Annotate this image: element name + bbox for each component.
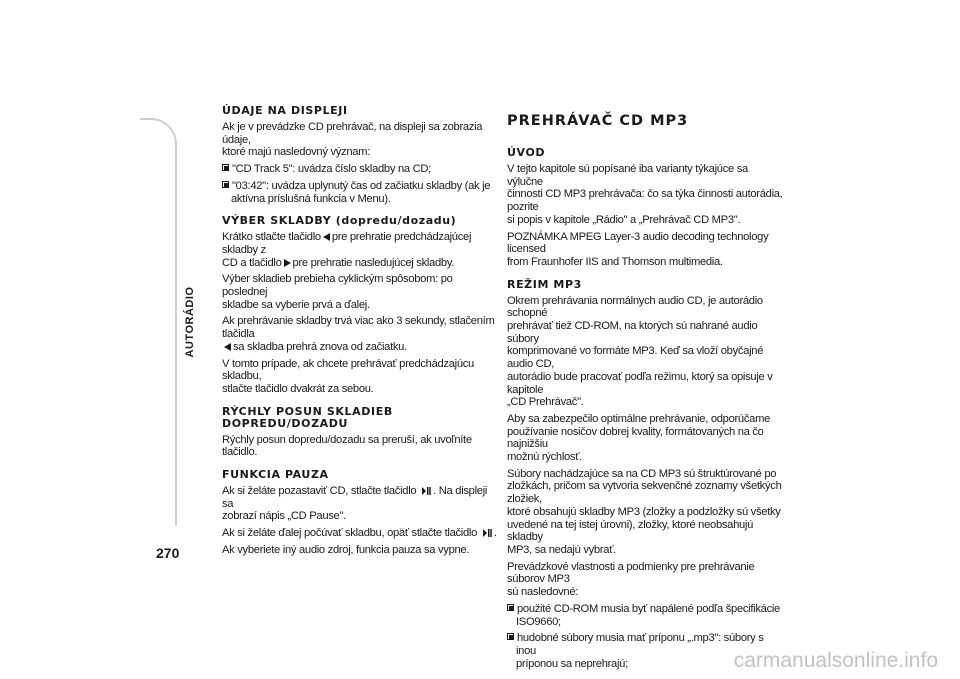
text-line: Súbory nachádzajúce sa na CD MP3 sú štruktúrované po xyxy=(507,467,777,480)
text-line: zložkách, pričom sa vytvoria sekvenčné zoznamy všetkých zložiek, xyxy=(507,480,782,506)
text-line: Ak si želáte ďalej počúvať skladbu, opäť stlačte tlačidlo xyxy=(222,527,478,540)
text-line: skladbe sa vyberie prvá a ďalej. xyxy=(222,298,370,311)
text-line: uvedené na tej istej úrovni), zložky, ktoré neobsahujú skladby xyxy=(507,518,754,544)
text-line: V tejto kapitole sú popísané iba varianty týkajúce sa výlučne xyxy=(507,163,748,188)
text-line: použité CD-ROM musia byť napálené podľa špecifikácie xyxy=(517,602,780,615)
text-line: pre prehratie predchádzajúcej skladby z xyxy=(222,231,472,256)
bullet-item xyxy=(222,180,497,205)
paragraph xyxy=(222,358,497,396)
text-line: Ak prehrávanie skladby trvá viac ako 3 sekundy, stlačením tlačidla xyxy=(222,315,495,341)
text-line: prehrávať tiež CD-ROM, na ktorých sú nahrané audio súbory xyxy=(507,320,758,345)
text-line: ktoré majú nasledovný význam: xyxy=(222,146,370,159)
bullet-box-icon xyxy=(507,604,514,611)
heading-fast-seek xyxy=(222,406,497,430)
text-line: Ak je v prevádzke CD prehrávač, na displeji sa zobrazia údaje, xyxy=(222,121,483,146)
text-line: CD a tlačidlo xyxy=(222,256,282,269)
heading-cd-mp3-player: PREHRÁVAČ CD MP3 xyxy=(507,113,689,129)
text-line: sa skladba prehrá znova od začiatku. xyxy=(233,340,407,353)
text-line: aktívna príslušná funkcia v Menu). xyxy=(231,192,391,205)
text-line: príponou sa neprehrajú; xyxy=(516,657,628,670)
text-line: „CD Prehrávač". xyxy=(507,396,584,409)
left-column xyxy=(222,105,497,561)
text-line: Aby sa zabezpečilo optimálne prehrávanie, odporúčame xyxy=(507,412,771,425)
text-line: komprimované vo formáte MP3. Keď sa vloží obyčajné audio CD, xyxy=(507,345,764,371)
bullet-item xyxy=(507,603,785,628)
paragraph xyxy=(222,315,497,353)
text-line: autorádio bude pracovať podľa režimu, ktorý sa opisuje v kapitole xyxy=(507,370,773,396)
paragraph xyxy=(507,413,785,464)
text-line: hudobné súbory musia mať príponu „.mp3": súbory s inou xyxy=(516,632,764,657)
bullet-box-icon xyxy=(222,164,229,171)
heading-display-data: ÚDAJE NA DISPLEJI xyxy=(222,104,348,117)
text-line: "03:42": uvádza uplynutý čas od začiatku skladby (ak je xyxy=(232,179,491,192)
paragraph: Rýchly posun dopredu/dozadu sa preruší, ak uvoľníte tlačidlo. xyxy=(222,433,472,459)
heading-pause: FUNKCIA PAUZA xyxy=(222,468,329,482)
text-line: Ak si želáte pozastaviť CD, stlačte tlačidlo xyxy=(222,485,417,498)
text-line: POZNÁMKA MPEG Layer-3 audio decoding technology licensed xyxy=(507,230,769,256)
text-line: Okrem prehrávania normálnych audio CD, je autorádio schopné xyxy=(507,294,763,320)
heading-line: RÝCHLY POSUN SKLADIEB xyxy=(222,404,393,418)
text-line: pre prehratie nasledujúcej skladby. xyxy=(292,256,455,269)
text-line: ISO9660; xyxy=(516,615,561,628)
text-line: ktoré obsahujú skladby MP3 (zložky a podzložky sú všetky xyxy=(507,505,781,518)
next-arrow-icon xyxy=(284,259,291,267)
play-pause-icon xyxy=(482,528,492,538)
text-line: zobrazí nápis „CD Pause". xyxy=(222,510,346,523)
heading-track-select: VÝBER SKLADBY (dopredu/dozadu) xyxy=(222,214,457,228)
text-line: from Fraunhofer IIS and Thomson multimedia. xyxy=(507,255,723,268)
play-pause-icon xyxy=(421,486,431,496)
watermark-text: carmanualsonline.info xyxy=(733,649,938,672)
prev-arrow-icon xyxy=(224,343,231,351)
paragraph xyxy=(222,527,497,540)
text-line: Krátko stlačte tlačidlo xyxy=(222,231,321,244)
text-line: . xyxy=(493,527,497,540)
right-column xyxy=(507,110,785,674)
heading-mp3-mode: REŽIM MP3 xyxy=(507,277,582,291)
text-line: MP3, sa nedajú vybrať. xyxy=(507,543,616,556)
paragraph xyxy=(507,231,785,269)
text-line: si popis v kapitole „Rádio" a „Prehrávač CD MP3". xyxy=(507,213,741,226)
text-line: Prevádzkové vlastnosti a podmienky pre prehrávanie súborov MP3 xyxy=(507,560,755,586)
paragraph xyxy=(222,485,497,523)
paragraph xyxy=(222,121,497,159)
paragraph xyxy=(222,231,497,269)
text-line: činnosti CD MP3 prehrávača: čo sa týka činnosti autorádia, pozrite xyxy=(507,188,783,214)
paragraph xyxy=(507,468,785,557)
text-line: "CD Track 5": uvádza číslo skladby na CD; xyxy=(232,163,431,176)
bullet-item xyxy=(222,163,497,176)
paragraph: Ak vyberiete iný audio zdroj, funkcia pauza sa vypne. xyxy=(222,543,470,556)
bullet-box-icon xyxy=(222,181,229,188)
paragraph xyxy=(222,273,497,311)
text-line: . Na displeji sa xyxy=(222,485,488,510)
bullet-box-icon xyxy=(507,633,514,640)
text-line: V tomto prípade, ak chcete prehrávať predchádzajúcu skladbu, xyxy=(222,357,474,383)
text-line: sú nasledovné: xyxy=(507,586,579,599)
text-line: Výber skladieb prebieha cyklickým spôsobom: po poslednej xyxy=(222,273,453,299)
side-tab-frame xyxy=(140,118,177,526)
paragraph xyxy=(507,163,785,227)
paragraph xyxy=(507,561,785,599)
page-number: 270 xyxy=(156,545,180,561)
heading-intro: ÚVOD xyxy=(507,146,546,159)
paragraph xyxy=(507,295,785,409)
text-line: možnú rýchlosť. xyxy=(507,451,582,464)
heading-line: DOPREDU/DOZADU xyxy=(222,416,349,430)
text-line: stlačte tlačidlo dvakrát za sebou. xyxy=(222,382,374,395)
text-line: používanie nosičov dobrej kvality, formátovaných na čo najnižšiu xyxy=(507,425,764,451)
section-side-label: AUTORÁDIO xyxy=(184,286,196,358)
prev-arrow-icon xyxy=(323,233,330,241)
